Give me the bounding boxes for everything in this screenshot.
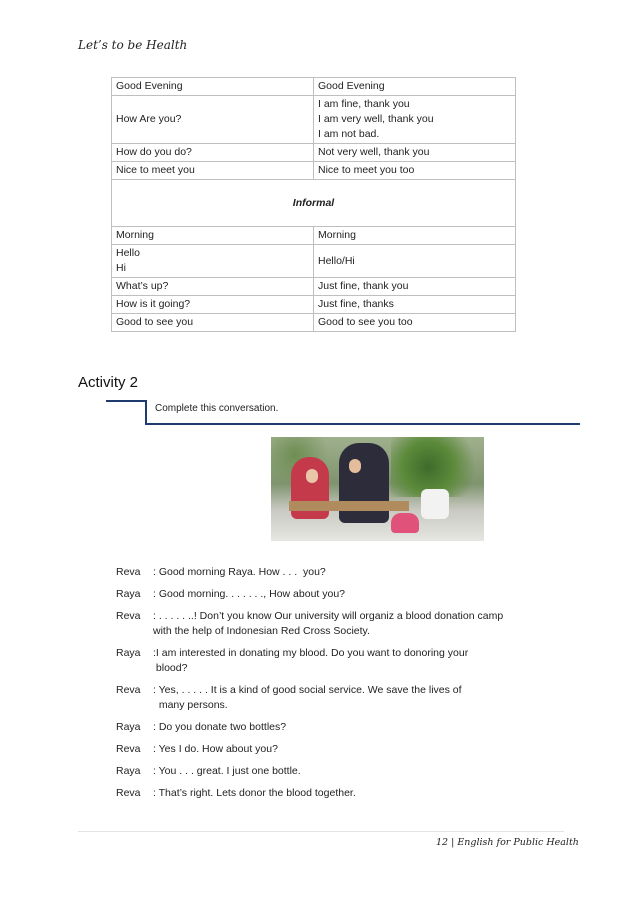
- photo-foliage-right: [391, 437, 484, 497]
- conversation-line: [116, 609, 576, 639]
- speech-line: : Good morning. . . . . . ., How about you?: [153, 588, 346, 600]
- expression-cell: [112, 245, 314, 278]
- cell-line: I am very well, thank you: [318, 113, 434, 125]
- speech-line: : You . . . great. I just one bottle.: [153, 765, 301, 777]
- photo-person-dark-hijab: [339, 443, 389, 523]
- response-cell: [314, 78, 516, 96]
- cell-line: I am not bad.: [318, 128, 380, 140]
- speech-line: : . . . . . ..! Don’t you know Our university will organiz a blood donation camp: [153, 610, 504, 622]
- speaker-name: Reva: [116, 684, 141, 696]
- footer-page-label: 12 | English for Public Health: [436, 837, 579, 848]
- speech-line: : Do you donate two bottles?: [153, 721, 287, 733]
- table-row: [112, 278, 516, 296]
- cell-line: Just fine, thank you: [318, 280, 409, 292]
- photo-table: [289, 501, 409, 511]
- conversation-photo: [271, 437, 484, 541]
- response-cell: [314, 278, 516, 296]
- speaker-name: Raya: [116, 765, 141, 777]
- expression-cell: [112, 227, 314, 245]
- response-cell: [314, 245, 516, 278]
- table-row: [112, 144, 516, 162]
- speech-text: [153, 742, 576, 757]
- speaker-name: Reva: [116, 787, 141, 799]
- cell-line: How do you do?: [116, 146, 192, 158]
- conversation-line: [116, 720, 576, 735]
- cell-line: Just fine, thanks: [318, 298, 394, 310]
- speaker-name: Reva: [116, 610, 141, 622]
- speech-line: blood?: [153, 662, 188, 674]
- cell-line: Good to see you too: [318, 316, 413, 328]
- response-cell: [314, 296, 516, 314]
- conversation-dialogue: [116, 565, 576, 808]
- speech-text: [153, 764, 576, 779]
- cell-line: Nice to meet you too: [318, 164, 415, 176]
- informal-section-label: Informal: [112, 180, 516, 227]
- speech-text: [153, 646, 576, 676]
- speech-text: [153, 786, 576, 801]
- speaker-name: Raya: [116, 721, 141, 733]
- activity-rule-step: [145, 400, 147, 425]
- activity-instruction: Complete this conversation.: [155, 403, 279, 414]
- table-row: [112, 78, 516, 96]
- table-row: [112, 245, 516, 278]
- cell-line: How is it going?: [116, 298, 191, 310]
- photo-chair: [421, 489, 449, 519]
- expression-cell: [112, 162, 314, 180]
- speech-text: [153, 683, 576, 713]
- expression-cell: [112, 278, 314, 296]
- speech-text: [153, 609, 576, 639]
- page-header-title: Let’s to be Health: [78, 38, 188, 52]
- conversation-line: [116, 742, 576, 757]
- photo-handbag: [391, 513, 419, 533]
- conversation-line: [116, 646, 576, 676]
- expression-cell: [112, 296, 314, 314]
- photo-face-left: [306, 469, 318, 483]
- table-row: [112, 96, 516, 144]
- expression-cell: [112, 96, 314, 144]
- response-cell: [314, 314, 516, 332]
- cell-line: Good Evening: [116, 80, 183, 92]
- speaker-name: Raya: [116, 647, 141, 659]
- speech-text: [153, 720, 576, 735]
- conversation-line: [116, 764, 576, 779]
- speaker-name: Reva: [116, 566, 141, 578]
- speech-text: [153, 565, 576, 580]
- expression-cell: [112, 144, 314, 162]
- response-cell: [314, 144, 516, 162]
- speech-text: [153, 587, 576, 602]
- table-row: [112, 296, 516, 314]
- speaker-name: Raya: [116, 588, 141, 600]
- greetings-table: [111, 77, 516, 332]
- response-cell: [314, 227, 516, 245]
- response-cell: [314, 162, 516, 180]
- speech-line: : Yes I do. How about you?: [153, 743, 278, 755]
- speaker-name: Reva: [116, 743, 141, 755]
- cell-line: I am fine, thank you: [318, 98, 410, 110]
- expression-cell: [112, 314, 314, 332]
- activity-rule-left: [106, 400, 145, 402]
- speech-line: many persons.: [153, 699, 228, 711]
- speech-line: :I am interested in donating my blood. Do you want to donoring your: [153, 647, 469, 659]
- table-row: [112, 227, 516, 245]
- table-row: [112, 162, 516, 180]
- cell-line: Good to see you: [116, 316, 194, 328]
- response-cell: [314, 96, 516, 144]
- activity-title: Activity 2: [78, 374, 139, 391]
- cell-line: Morning: [116, 229, 154, 241]
- table-section-row: [112, 180, 516, 227]
- cell-line: How Are you?: [116, 113, 182, 125]
- footer-rule: [78, 831, 564, 832]
- cell-line: What’s up?: [116, 280, 169, 292]
- speech-line: with the help of Indonesian Red Cross Society.: [153, 625, 370, 637]
- expression-cell: [112, 78, 314, 96]
- photo-face-right: [349, 459, 361, 473]
- cell-line: Hello: [116, 247, 140, 259]
- cell-line: Morning: [318, 229, 356, 241]
- cell-line: Hi: [116, 262, 126, 274]
- speech-line: : Yes, . . . . . It is a kind of good social service. We save the lives of: [153, 684, 462, 696]
- activity-rule-right: [145, 423, 580, 425]
- speech-line: : Good morning Raya. How . . . you?: [153, 566, 326, 578]
- conversation-line: [116, 587, 576, 602]
- conversation-line: [116, 683, 576, 713]
- cell-line: Not very well, thank you: [318, 146, 430, 158]
- cell-line: Nice to meet you: [116, 164, 195, 176]
- cell-line: Hello/Hi: [318, 254, 355, 267]
- conversation-line: [116, 786, 576, 801]
- speech-line: : That’s right. Lets donor the blood together.: [153, 787, 356, 799]
- table-row: [112, 314, 516, 332]
- conversation-line: [116, 565, 576, 580]
- cell-line: Good Evening: [318, 80, 385, 92]
